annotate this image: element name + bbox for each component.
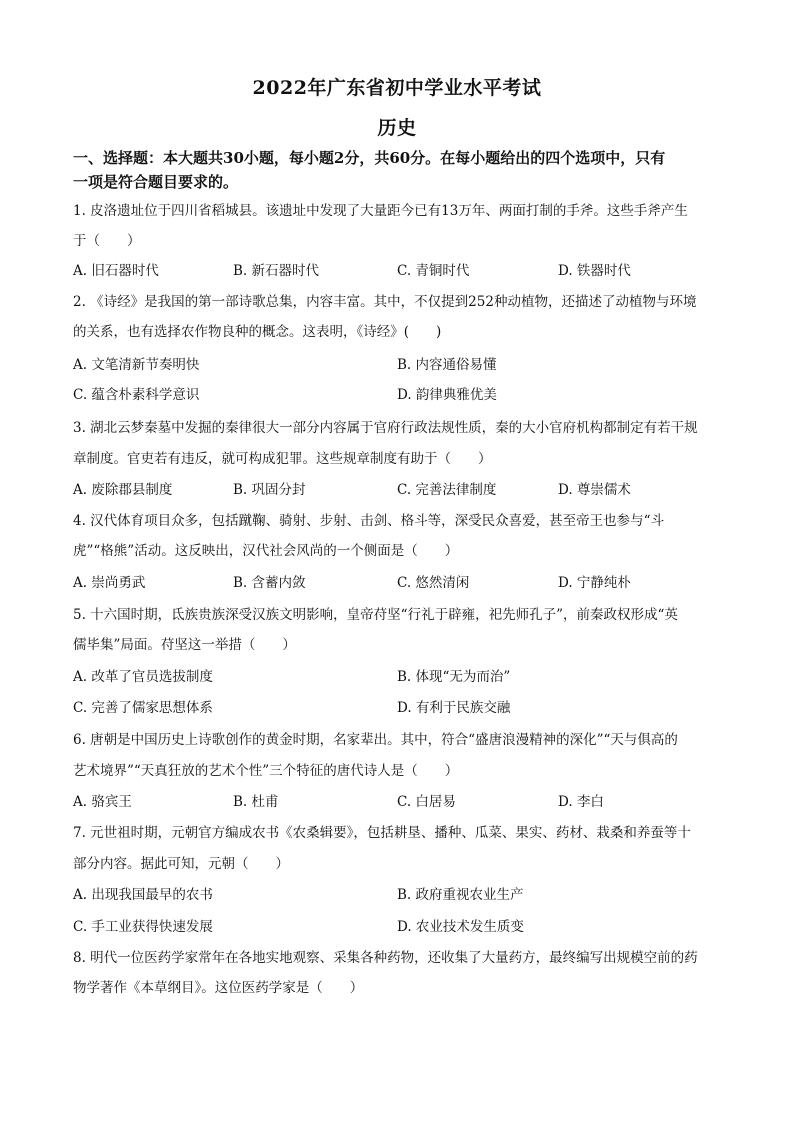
question-7-line-1: 7. 元世祖时期，元朝官方编成农书《农桑辑要》，包括耕垦、播种、瓜菜、果实、药材、栽桑和养蚕等十: [73, 825, 691, 841]
question-6-option-c: C. 白居易: [397, 794, 456, 810]
question-4-line-1: 4. 汉代体育项目众多，包括蹴鞠、骑射、步射、击剑、格斗等，深受民众喜爱，甚至帝王也参与“斗: [73, 513, 665, 529]
question-2-option-d: D. 韵律典雅优美: [397, 387, 497, 403]
question-8-line-1: 8. 明代一位医药学家常年在各地实地观察、采集各种药物，还收集了大量药方，最终编写出规模空前的药: [73, 950, 698, 966]
question-7-option-a: A. 出现我国最早的农书: [73, 887, 213, 903]
question-4-option-d: D. 宁静纯朴: [558, 575, 631, 591]
section-heading-line-1: 一、选择题：本大题共30小题，每小题2分，共60分。在每小题给出的四个选项中，只有: [73, 149, 666, 167]
question-7-line-2: 部分内容。据此可知，元朝（ ）: [73, 856, 289, 872]
question-4-option-a: A. 崇尚勇武: [73, 575, 146, 591]
question-5-option-a: A. 改革了官员选拔制度: [73, 669, 213, 685]
question-7-option-c: C. 手工业获得快速发展: [73, 919, 213, 935]
question-3-option-a: A. 废除郡县制度: [73, 482, 173, 498]
question-5-option-d: D. 有利于民族交融: [397, 700, 511, 716]
section-heading-line-2: 一项是符合题目要求的。: [73, 173, 239, 191]
question-1-option-c: C. 青铜时代: [397, 263, 470, 279]
question-8-line-2: 物学著作《本草纲目》。这位医药学家是（ ）: [73, 980, 364, 996]
question-3-option-b: B. 巩固分封: [233, 482, 306, 498]
question-2-option-c: C. 蕴含朴素科学意识: [73, 387, 200, 403]
question-7-option-b: B. 政府重视农业生产: [397, 887, 524, 903]
question-1-line-1: 1. 皮洛遗址位于四川省稻城县。该遗址中发现了大量距今已有13万年、两面打制的手斧。这些手斧产生: [73, 203, 688, 219]
question-3-option-c: C. 完善法律制度: [397, 482, 497, 498]
question-4-line-2: 虎”“格熊”活动。这反映出，汉代社会风尚的一个侧面是（ ）: [73, 543, 459, 559]
question-5-option-b: B. 体现“无为而治”: [397, 669, 511, 685]
question-2-option-a: A. 文笔清新节奏明快: [73, 357, 200, 373]
question-6-line-2: 艺术境界”“天真狂放的艺术个性”三个特征的唐代诗人是（ ）: [73, 763, 459, 779]
question-4-option-c: C. 悠然清闲: [397, 575, 470, 591]
question-6-option-a: A. 骆宾王: [73, 794, 132, 810]
exam-title: 2022年广东省初中学业水平考试: [252, 77, 542, 99]
question-7-option-d: D. 农业技术发生质变: [397, 919, 524, 935]
question-1-line-2: 于（ ）: [73, 233, 141, 249]
question-3-line-1: 3. 湖北云梦秦墓中发掘的秦律很大一部分内容属于官府行政法规性质，秦的大小官府机构都制定有若干规: [73, 420, 698, 436]
question-1-option-d: D. 铁器时代: [558, 263, 631, 279]
question-1-option-b: B. 新石器时代: [233, 263, 320, 279]
question-5-line-1: 5. 十六国时期，氐族贵族深受汉族文明影响，皇帝苻坚“行礼于辟雍，祀先师孔子”，前秦政权形成“英: [73, 607, 678, 623]
question-2-option-b: B. 内容通俗易懂: [397, 357, 497, 373]
question-6-option-b: B. 杜甫: [233, 794, 279, 810]
question-6-line-1: 6. 唐朝是中国历史上诗歌创作的黄金时期，名家辈出。其中，符合“盛唐浪漫精神的深化”“天与俱高的: [73, 732, 678, 748]
question-3-line-2: 章制度。官吏若有违反，就可构成犯罪。这些规章制度有助于（ ）: [73, 451, 492, 467]
question-1-option-a: A. 旧石器时代: [73, 263, 159, 279]
question-4-option-b: B. 含蓄内敛: [233, 575, 306, 591]
question-6-option-d: D. 李白: [558, 794, 604, 810]
question-2-line-1: 2. 《诗经》是我国的第一部诗歌总集，内容丰富。其中，不仅提到252种动植物，还描述了动植物与环境: [73, 294, 697, 310]
question-2-line-2: 的关系，也有选择农作物良种的概念。这表明，《诗经》( ): [73, 324, 442, 340]
question-5-line-2: 儒毕集”局面。苻坚这一举措（ ）: [73, 637, 296, 653]
question-3-option-d: D. 尊崇儒术: [558, 482, 631, 498]
question-5-option-c: C. 完善了儒家思想体系: [73, 700, 213, 716]
subject-title: 历史: [377, 117, 417, 139]
